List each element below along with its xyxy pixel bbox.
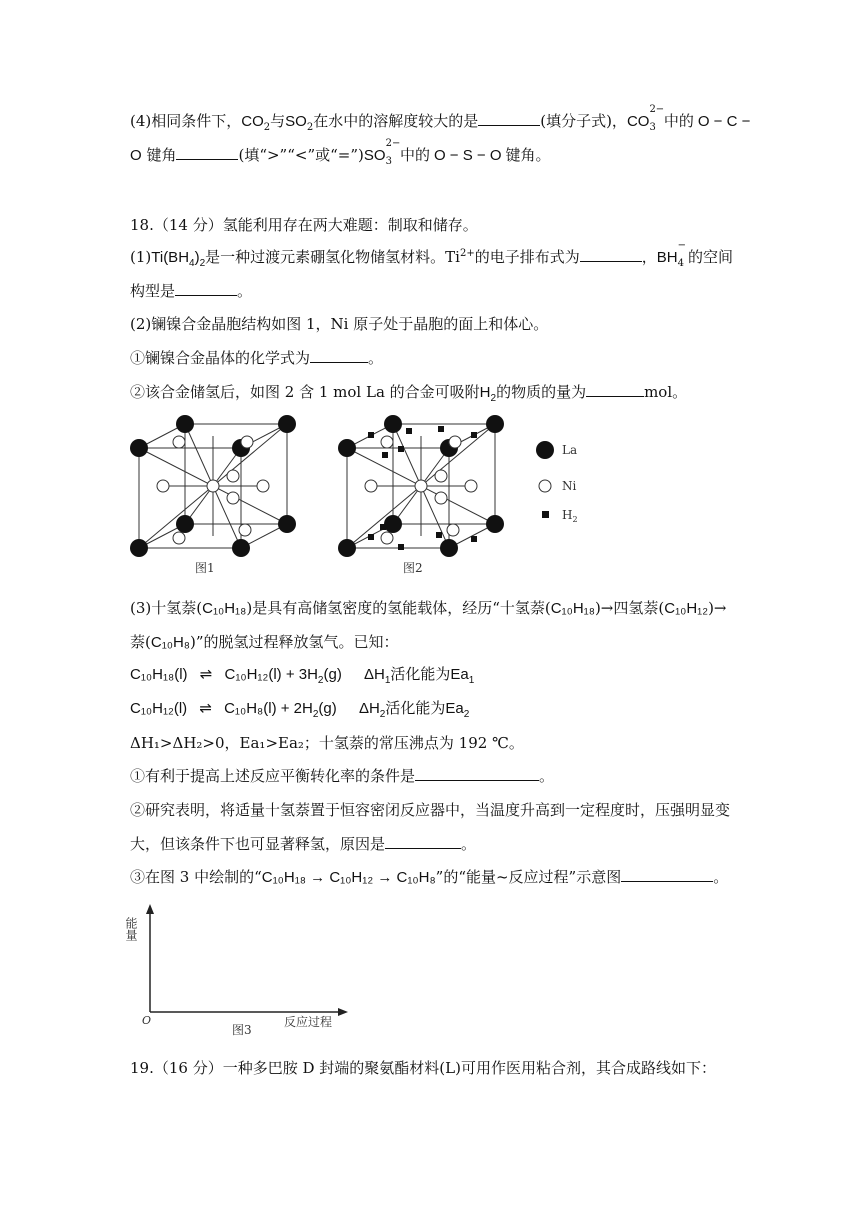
text: ②该合金储氢后，如图 2 含 1 mol La 的合金可吸附 xyxy=(130,383,480,401)
text: (填分子式)， xyxy=(540,112,627,130)
q18-2-1 xyxy=(130,347,383,369)
formula-ti: Ti xyxy=(445,248,460,266)
answer-blank[interactable] xyxy=(176,144,238,160)
text: ”的“能量~反应过程”示意图 xyxy=(435,868,622,886)
text: 中的 xyxy=(663,112,694,130)
axis-origin: O xyxy=(142,1014,152,1027)
formula-c10h12: C₁₀H₁₂ xyxy=(224,666,269,683)
q18-1-line1: $(1)Ti(BH_4)_2$是一种过渡元素硼氢化物储氢材料。$Ti^{2+}$的电子排布式为 ，BH $_{- 4}$ 的空间 xyxy=(130,240,733,269)
q17-4-line1: (4)相同条件下，$CO_2$与$SO_2$在水中的溶解度较大的是 (填分子式)，CO $_{2- 3}$ 中的 O − C − xyxy=(130,104,751,133)
text: )→ xyxy=(708,599,727,617)
text: 中的 xyxy=(399,146,430,164)
bond-label: O xyxy=(130,147,142,164)
q18-3-2-line1: ②研究表明，将适量十氢萘置于恒容密闭反应器中，当温度升高到一定程度时，压强明显变 xyxy=(130,801,731,819)
text: 的电子排布式为 xyxy=(474,248,580,266)
delta-h: ΔH xyxy=(364,666,385,683)
text: (1) xyxy=(130,248,152,266)
text: 在水中的溶解度较大的是 xyxy=(313,112,479,130)
text: (填“>”“<”或“=”) xyxy=(238,146,364,164)
text: 的物质的量为 xyxy=(496,383,587,401)
text: ①镧镍合金晶体的化学式为 xyxy=(130,349,311,367)
bond-label: O − S − O xyxy=(433,147,502,164)
legend-la: La xyxy=(562,443,578,457)
answer-blank[interactable] xyxy=(415,765,539,781)
q18-3-3 xyxy=(130,866,728,889)
text: 。 xyxy=(713,868,729,886)
state: (l) xyxy=(173,700,188,717)
delta-h: ΔH xyxy=(358,700,380,717)
legend-h2: $H_2$ xyxy=(562,508,578,524)
answer-blank[interactable] xyxy=(580,246,642,262)
equation-1: C₁₀H₁₈(l) ⇌ $C_{10}H_{12}(l) + 3H_2(g)$ $\Delta H_1$活化能为$Ea_1$ xyxy=(130,666,475,686)
text: ③在图 3 中绘制的“ xyxy=(130,868,262,886)
equation-2: C₁₀H₁₂(l) ⇌ $C_{10}H_8(l) + 2H_2(g)$ $\Delta H_2$活化能为$Ea_2$ xyxy=(130,700,470,720)
axis-y-label: 能量 xyxy=(124,917,138,941)
q18-3-2-line2 xyxy=(130,833,476,855)
state: (g) xyxy=(318,700,337,717)
text: ①有利于提高上述反应平衡转化率的条件是 xyxy=(130,767,416,785)
formula-co2: CO xyxy=(241,113,264,130)
q18-3-1 xyxy=(130,765,554,787)
state: (g) xyxy=(323,666,342,683)
figure-3-caption: 图3 xyxy=(232,1023,252,1037)
x-axis-arrow xyxy=(338,1008,348,1016)
q18-1-line2 xyxy=(130,280,252,302)
text: )是具有高储氢密度的氢能载体，经历“十氢萘( xyxy=(246,599,551,617)
text: 是一种过渡元素硼氢化物储氢材料。 xyxy=(205,248,446,266)
answer-blank[interactable] xyxy=(586,381,644,397)
text: (l) + 2H xyxy=(263,700,313,717)
text: 活化能为Ea xyxy=(385,700,464,717)
axis-x-label: 反应过程 xyxy=(284,1015,333,1029)
formula-tibh4: Ti(BH xyxy=(151,249,190,266)
answer-blank[interactable] xyxy=(621,866,713,882)
text: mol。 xyxy=(644,383,688,401)
figure-1-caption: 图1 xyxy=(195,561,215,575)
charge: 2+ xyxy=(459,248,475,259)
q19-heading: 19.（16 分）一种多巴胺 D 封端的聚氨酯材料(L)可用作医用粘合剂，其合成路线如下： xyxy=(130,1059,716,1077)
formula-so2: SO xyxy=(285,113,307,130)
q18-3-conditions: ΔH₁>ΔH₂>0，Ea₁>Ea₂；十氢萘的常压沸点为 192 ℃。 xyxy=(130,734,524,752)
formula-c10h12: C₁₀H₁₂ xyxy=(130,700,174,717)
formula-so3: SO xyxy=(363,147,386,164)
answer-blank[interactable] xyxy=(310,347,368,363)
state: (l) xyxy=(174,666,188,683)
text: 构型是 xyxy=(130,282,176,300)
q17-4-line2: O 键角 (填“>”“<”或“=”)SO $_{2- 3}$ 中的 O − S − O 键角。 xyxy=(130,138,551,167)
q18-3-line2 xyxy=(130,631,399,654)
text: 活化能为Ea xyxy=(390,666,469,683)
text: (3)十氢萘( xyxy=(130,599,203,617)
formula-chain: C₁₀H₁₈ → C₁₀H₁₂ → C₁₀H₈ xyxy=(261,869,436,886)
figure-3-axes xyxy=(124,902,358,1042)
text: )”的脱氢过程释放氢气。已知： xyxy=(190,633,399,651)
text: 大，但该条件下也可显著释氢，原因是 xyxy=(130,835,386,853)
formula-c10h18: C₁₀H₁₈ xyxy=(550,600,595,617)
formula-bh4: BH xyxy=(656,249,678,266)
q18-heading: 18.（14 分）氢能利用存在两大难题：制取和储存。 xyxy=(130,216,478,234)
formula-c10h18: C₁₀H₁₈ xyxy=(202,600,247,617)
figure-2-caption: 图2 xyxy=(403,561,423,575)
answer-blank[interactable] xyxy=(385,833,461,849)
text: 键角 xyxy=(146,146,177,164)
text: 。 xyxy=(368,349,384,367)
formula-c10h8: C₁₀H₈ xyxy=(150,634,191,651)
text: 。 xyxy=(539,767,555,785)
formula-h2: H xyxy=(479,384,491,401)
answer-blank[interactable] xyxy=(175,280,237,296)
legend-ni: Ni xyxy=(562,479,577,493)
q18-3-line1 xyxy=(130,597,727,620)
y-axis-arrow xyxy=(146,904,154,914)
text: )→四氢萘( xyxy=(594,599,665,617)
text: 。 xyxy=(237,282,253,300)
formula-c10h18: C₁₀H₁₈ xyxy=(130,666,175,683)
text: 。 xyxy=(461,835,477,853)
text: ， xyxy=(641,248,657,266)
formula-c10h8: C₁₀H₈ xyxy=(224,700,264,717)
q18-2-intro: (2)镧镍合金晶胞结构如图 1，Ni 原子处于晶胞的面上和体心。 xyxy=(130,315,549,333)
formula-co3: CO xyxy=(626,113,650,130)
text: (4)相同条件下， xyxy=(130,112,242,130)
crystal-figures xyxy=(125,412,605,578)
text: 与 xyxy=(270,112,286,130)
text: (l) + 3H xyxy=(268,666,318,683)
answer-blank[interactable] xyxy=(478,110,540,126)
text: 萘( xyxy=(130,633,151,651)
text: 键角。 xyxy=(505,146,551,164)
legend xyxy=(536,441,578,524)
formula-c10h12: C₁₀H₁₂ xyxy=(664,600,709,617)
q18-2-2: ②该合金储氢后，如图 2 含 1 mol La 的合金可吸附$H_2$的物质的量为 mol。 xyxy=(130,383,688,404)
text: 的空间 xyxy=(687,248,733,266)
bond-label: O − C − xyxy=(697,113,751,130)
